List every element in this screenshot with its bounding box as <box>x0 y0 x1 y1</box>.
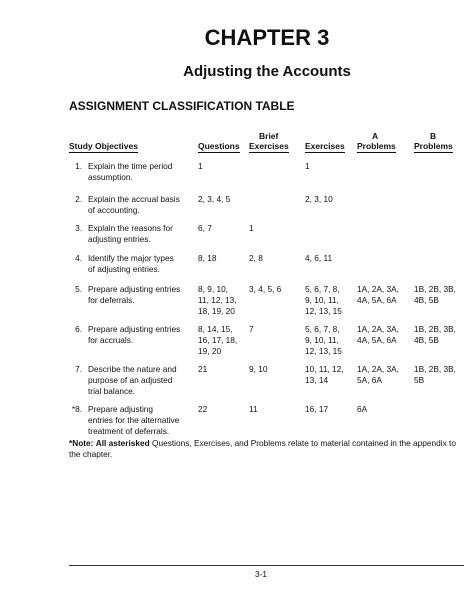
study-objective-text: Explain the reasons for adjusting entries. <box>88 223 173 244</box>
study-objective-text: Prepare adjusting entries for accruals. <box>88 324 181 345</box>
objective-number: 7. <box>75 364 82 374</box>
header-a-top: A <box>372 131 379 141</box>
cell-a-problems: 1A, 2A, 3A, 4A, 5A, 6A <box>357 324 399 345</box>
cell-exercises: 2, 3, 10 <box>305 194 333 204</box>
cell-a-problems: 6A <box>357 404 368 414</box>
footnote-text: Questions, Exercises, and Problems relate to material contained in the appendix to the chapter. <box>69 438 456 459</box>
objective-number: 3. <box>75 223 82 233</box>
header-brief-exercises: Exercises <box>249 141 289 151</box>
cell-b-problems: 1B, 2B, 3B, 4B, 5B <box>414 284 456 305</box>
footnote <box>69 438 461 460</box>
footnote-bold: All asterisked <box>95 438 150 448</box>
cell-brief-exercises: 2, 8 <box>249 253 263 263</box>
page-number: 3-1 <box>255 569 267 579</box>
footnote-lead: *Note: <box>69 438 94 448</box>
header-questions: Questions <box>198 141 240 151</box>
cell-questions: 22 <box>198 404 208 414</box>
cell-questions: 8, 9, 10, 11, 12, 13, 18, 19, 20 <box>198 284 237 316</box>
header-study-objectives: Study Objectives <box>69 141 138 151</box>
cell-b-problems: 1B, 2B, 3B, 4B, 5B <box>414 324 456 345</box>
cell-exercises: 5, 6, 7, 8, 9, 10, 11, 12, 13, 15 <box>305 324 342 356</box>
study-objective-text: Explain the time period assumption. <box>88 161 173 182</box>
header-exercises: Exercises <box>305 141 345 151</box>
objective-number: 5. <box>75 284 82 294</box>
header-brief-top: Brief <box>259 131 279 141</box>
table-title: ASSIGNMENT CLASSIFICATION TABLE <box>69 99 295 113</box>
cell-a-problems: 1A, 2A, 3A, 4A, 5A, 6A <box>357 284 399 305</box>
header-a-problems: Problems <box>357 141 396 151</box>
header-b-top: B <box>430 131 437 141</box>
header-b-problems: Problems <box>414 141 453 151</box>
cell-exercises: 1 <box>305 161 310 171</box>
cell-exercises: 4, 6, 11 <box>305 253 333 263</box>
cell-brief-exercises: 3, 4, 5, 6 <box>249 284 282 294</box>
cell-b-problems: 1B, 2B, 3B, 5B <box>414 364 456 385</box>
objective-number: 6. <box>75 324 82 334</box>
cell-brief-exercises: 11 <box>249 404 258 414</box>
cell-brief-exercises: 1 <box>249 223 254 233</box>
cell-brief-exercises: 9, 10 <box>249 364 268 374</box>
study-objective-text: Prepare adjusting entries for deferrals. <box>88 284 181 305</box>
objective-number: 4. <box>75 253 82 263</box>
cell-questions: 6, 7 <box>198 223 212 233</box>
study-objective-text: Describe the nature and purpose of an adjusted trial balance. <box>88 364 177 396</box>
chapter-heading: CHAPTER 3 <box>204 25 330 50</box>
cell-questions: 8, 14, 15, 16, 17, 18, 19, 20 <box>198 324 238 356</box>
objective-number: 1. <box>75 161 82 171</box>
study-objective-text: Prepare adjusting entries for the alternative treatment of deferrals. <box>88 404 180 436</box>
cell-questions: 2, 3, 4, 5 <box>198 194 231 204</box>
study-objective-text: Identify the major types of adjusting entries. <box>88 253 174 274</box>
cell-exercises: 5, 6, 7, 8, 9, 10, 11, 12, 13, 15 <box>305 284 342 316</box>
footer-rule <box>69 565 464 566</box>
objective-number: 2. <box>75 194 82 204</box>
cell-exercises: 10, 11, 12, 13, 14 <box>305 364 344 385</box>
cell-brief-exercises: 7 <box>249 324 254 334</box>
cell-questions: 21 <box>198 364 208 374</box>
study-objective-text: Explain the accrual basis of accounting. <box>88 194 180 215</box>
cell-a-problems: 1A, 2A, 3A, 5A, 6A <box>357 364 399 385</box>
objective-number: *8. <box>71 404 82 414</box>
cell-questions: 1 <box>198 161 203 171</box>
cell-questions: 8, 18 <box>198 253 217 263</box>
cell-exercises: 16, 17 <box>305 404 329 414</box>
chapter-subtitle: Adjusting the Accounts <box>183 63 351 80</box>
